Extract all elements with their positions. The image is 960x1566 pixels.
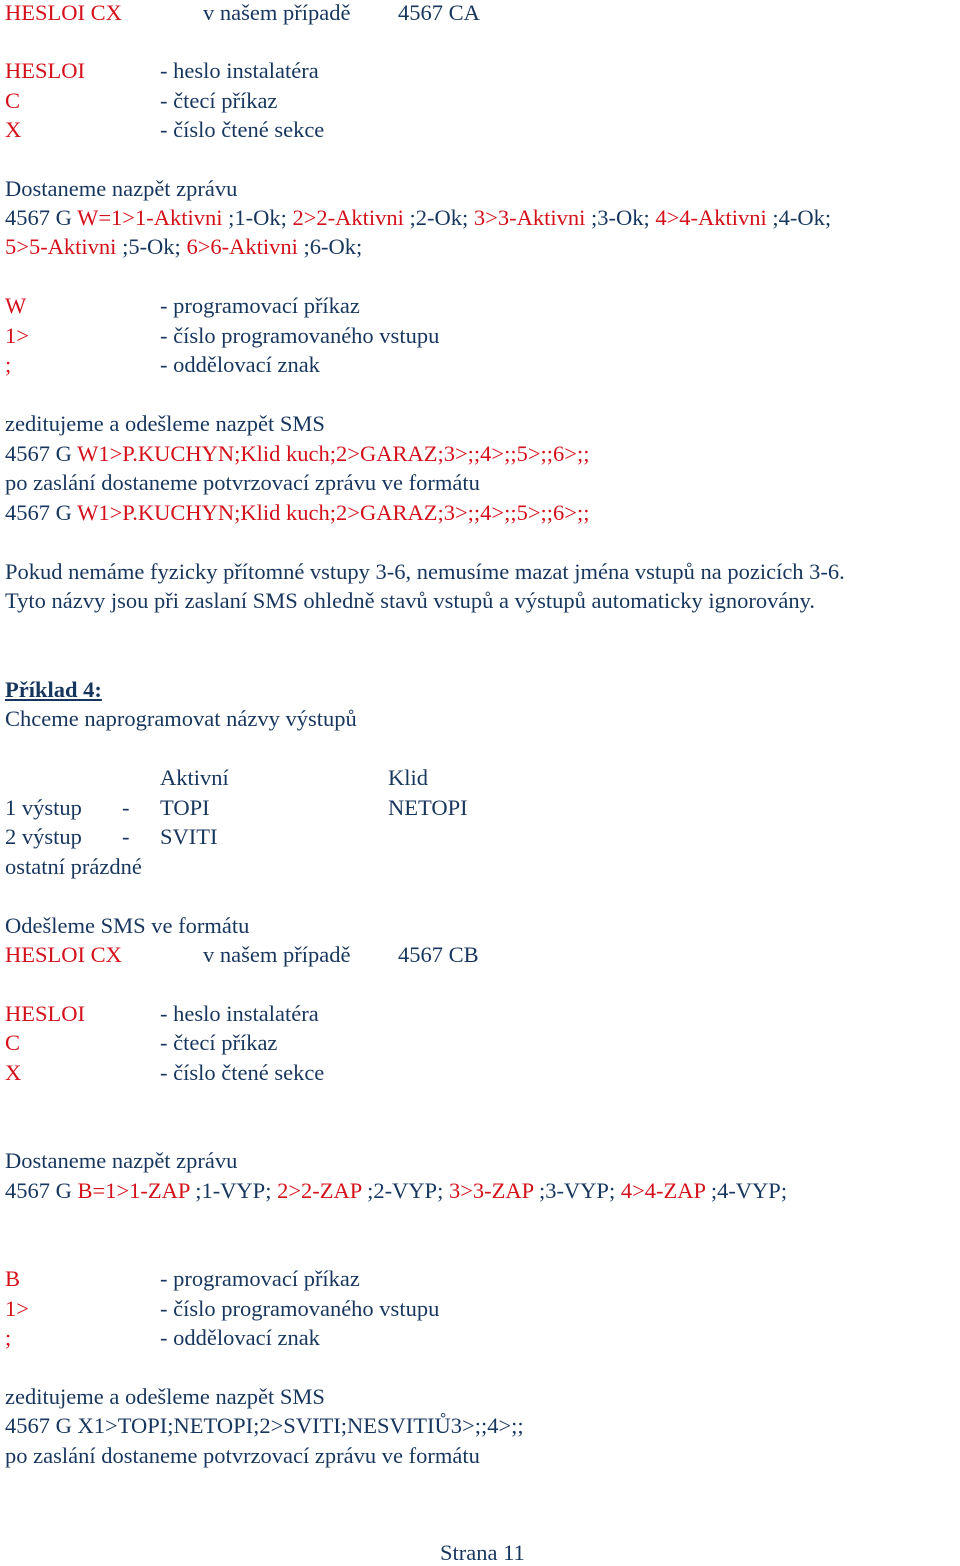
legend-desc: - číslo čtené sekce [160,117,325,142]
cmd-value: 4567 CA [398,0,480,25]
row-dash: - [122,824,130,849]
example-title: Příklad 4: [5,677,102,702]
reply-part: ;6-Ok; [303,234,363,259]
table-rest: ostatní prázdné [5,854,142,879]
reply-label: Dostaneme nazpět zprávu [5,176,238,201]
reply-line [5,1178,787,1204]
legend-row [5,352,320,378]
reply-part: 2>2-Aktivni [292,205,404,230]
edit-prefix: 4567 G [5,441,72,466]
edit-payload: W1>P.KUCHYN;Klid kuch;2>GARAZ;3>;;4>;;5>;;6>;; [77,441,590,466]
legend-desc: - číslo čtené sekce [160,1060,325,1085]
legend-key: B [5,1266,21,1291]
legend-key: X [5,117,22,142]
command-line [5,942,479,968]
legend-key: X [5,1060,22,1085]
cmd-password: HESLOI [5,0,85,25]
legend-row [5,1001,319,1027]
reply-label: Dostaneme nazpět zprávu [5,1148,238,1173]
reply-part: 3>3-ZAP [448,1178,534,1203]
send-label: Odešleme SMS ve formátu [5,913,250,938]
legend-row [5,117,325,143]
table-row [5,824,218,850]
cmd-value: 4567 CB [398,942,479,967]
reply-part: ;2-VYP; [367,1178,444,1203]
legend-key: W [5,293,27,318]
edit-line [5,1413,524,1439]
legend-desc: - heslo instalatéra [160,1001,319,1026]
legend-row [5,1266,360,1292]
legend-desc: - oddělovací znak [160,1325,320,1350]
reply-part: 5>5-Aktivni [5,234,117,259]
legend-key: ; [5,1325,12,1350]
reply-part: B=1>1-ZAP [77,1178,190,1203]
command-line [5,0,480,26]
row-dash: - [122,795,130,820]
cmd-code: CX [90,0,122,25]
note-paragraph: Tyto názvy jsou při zaslaní SMS ohledně stavů vstupů a výstupů automaticky ignorovány. [5,588,815,613]
row-active: TOPI [160,795,210,820]
cmd-mid: v našem případě [203,942,351,967]
cmd-password: HESLOI [5,942,85,967]
legend-key: HESLOI [5,58,85,83]
legend-row [5,58,319,84]
header-idle: Klid [388,765,429,790]
reply-part: 6>6-Aktivni [186,234,298,259]
edit-line [5,441,590,467]
legend-key: ; [5,352,12,377]
legend-desc: - programovací příkaz [160,1266,360,1291]
reply-part: ;3-Ok; [590,205,650,230]
reply-part: ;1-VYP; [195,1178,272,1203]
confirm-line [5,500,590,526]
reply-prefix: 4567 G [5,1178,72,1203]
confirm-prefix: 4567 G [5,500,72,525]
header-active: Aktivní [160,765,229,790]
reply-part: ;1-Ok; [228,205,287,230]
edit-label: zeditujeme a odešleme nazpět SMS [5,411,325,436]
reply-part: W=1>1-Aktivni [77,205,223,230]
legend-desc: - čtecí příkaz [160,1030,278,1055]
edit-prefix: 4567 G [5,1413,72,1438]
row-active: SVITI [160,824,218,849]
edit-payload: X1>TOPI;NETOPI;2>SVITI;NESVITIŮ3>;;4>;; [77,1413,524,1438]
reply-part: ;4-VYP; [710,1178,788,1203]
reply-prefix: 4567 G [5,205,72,230]
confirm-label: po zaslání dostaneme potvrzovací zprávu ve formátu [5,470,480,495]
legend-desc: - programovací příkaz [160,293,360,318]
legend-row [5,88,278,114]
legend-key: 1> [5,1296,29,1321]
cmd-code: CX [90,942,122,967]
reply-line [5,234,362,260]
reply-part: ;3-VYP; [538,1178,616,1203]
legend-desc: - číslo programovaného vstupu [160,323,440,348]
confirm-label: po zaslání dostaneme potvrzovací zprávu ve formátu [5,1443,480,1468]
row-label: 1 výstup [5,795,82,820]
reply-line [5,205,831,231]
reply-part: ;4-Ok; [772,205,832,230]
legend-row [5,1030,278,1056]
reply-part: 4>4-ZAP [620,1178,706,1203]
legend-key: 1> [5,323,29,348]
reply-part: 2>2-ZAP [277,1178,362,1203]
reply-part: 4>4-Aktivni [655,205,767,230]
legend-row [5,1325,320,1351]
legend-key: HESLOI [5,1001,85,1026]
confirm-payload: W1>P.KUCHYN;Klid kuch;2>GARAZ;3>;;4>;;5>;;6>;; [77,500,590,525]
reply-part: ;5-Ok; [122,234,181,259]
cmd-mid: v našem případě [203,0,351,25]
legend-desc: - oddělovací znak [160,352,320,377]
legend-row [5,293,360,319]
reply-part: ;2-Ok; [409,205,469,230]
legend-key: C [5,1030,21,1055]
row-label: 2 výstup [5,824,82,849]
row-idle: NETOPI [388,795,468,820]
note-paragraph: Pokud nemáme fyzicky přítomné vstupy 3-6, nemusíme mazat jména vstupů na pozicích 3-6. [5,559,845,584]
legend-row [5,1060,325,1086]
legend-row [5,1296,440,1322]
example-intro: Chceme naprogramovat názvy výstupů [5,706,357,731]
legend-key: C [5,88,21,113]
page-number: Strana 11 [440,1540,525,1565]
legend-desc: - čtecí příkaz [160,88,278,113]
edit-label: zeditujeme a odešleme nazpět SMS [5,1384,325,1409]
table-row [5,795,468,821]
legend-row [5,323,440,349]
reply-part: 3>3-Aktivni [473,205,586,230]
legend-desc: - heslo instalatéra [160,58,319,83]
legend-desc: - číslo programovaného vstupu [160,1296,440,1321]
